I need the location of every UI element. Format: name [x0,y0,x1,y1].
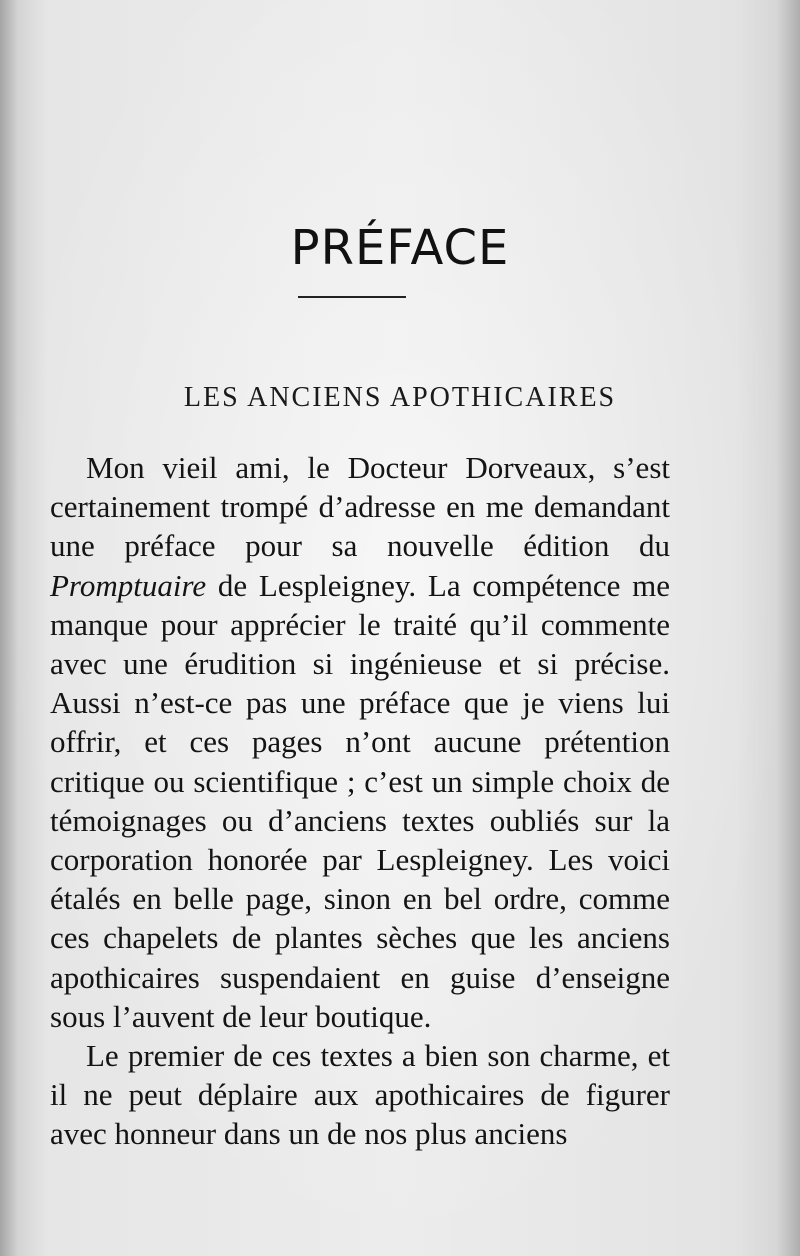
paragraph-1-part-1: Mon vieil ami, le Docteur Dorveaux, s’est certainement trompé d’adresse en me demandant une préface pour sa nouvelle édition du [50,450,670,564]
paragraph-1-italic-title: Promptuaire [50,567,207,603]
body-text [50,448,670,1154]
page-edge-shadow-left [0,0,18,1256]
paragraph-1 [50,448,670,1036]
section-title: LES ANCIENS APOTHICAIRES [183,382,617,413]
paragraph-2: Le premier de ces textes a bien son charme, et il ne peut déplaire aux apothicaires de figurer avec honneur dans un de nos plus anciens [50,1038,670,1152]
paragraph-1-part-2: de Lespleigney. La compétence me manque pour apprécier le traité qu’il commente avec une érudition si ingénieuse et si précise. Aussi n’est-ce pas une préface que je viens lui offrir, et ces pages n’ont aucune prétention critique ou scientifique ; c’est un simple choix de témoignages ou d’anciens textes oubliés sur la corporation honorée par Lespleigney. Les voici étalés en belle page, sinon en bel ordre, comme ces chapelets de plantes sèches que les anciens apothicaires suspendaient en guise d’enseigne sous l’auvent de leur boutique. [50,567,670,1034]
heading-rule [298,296,406,298]
page-edge-shadow-right [776,0,800,1256]
page-heading: PRÉFACE [290,220,510,277]
